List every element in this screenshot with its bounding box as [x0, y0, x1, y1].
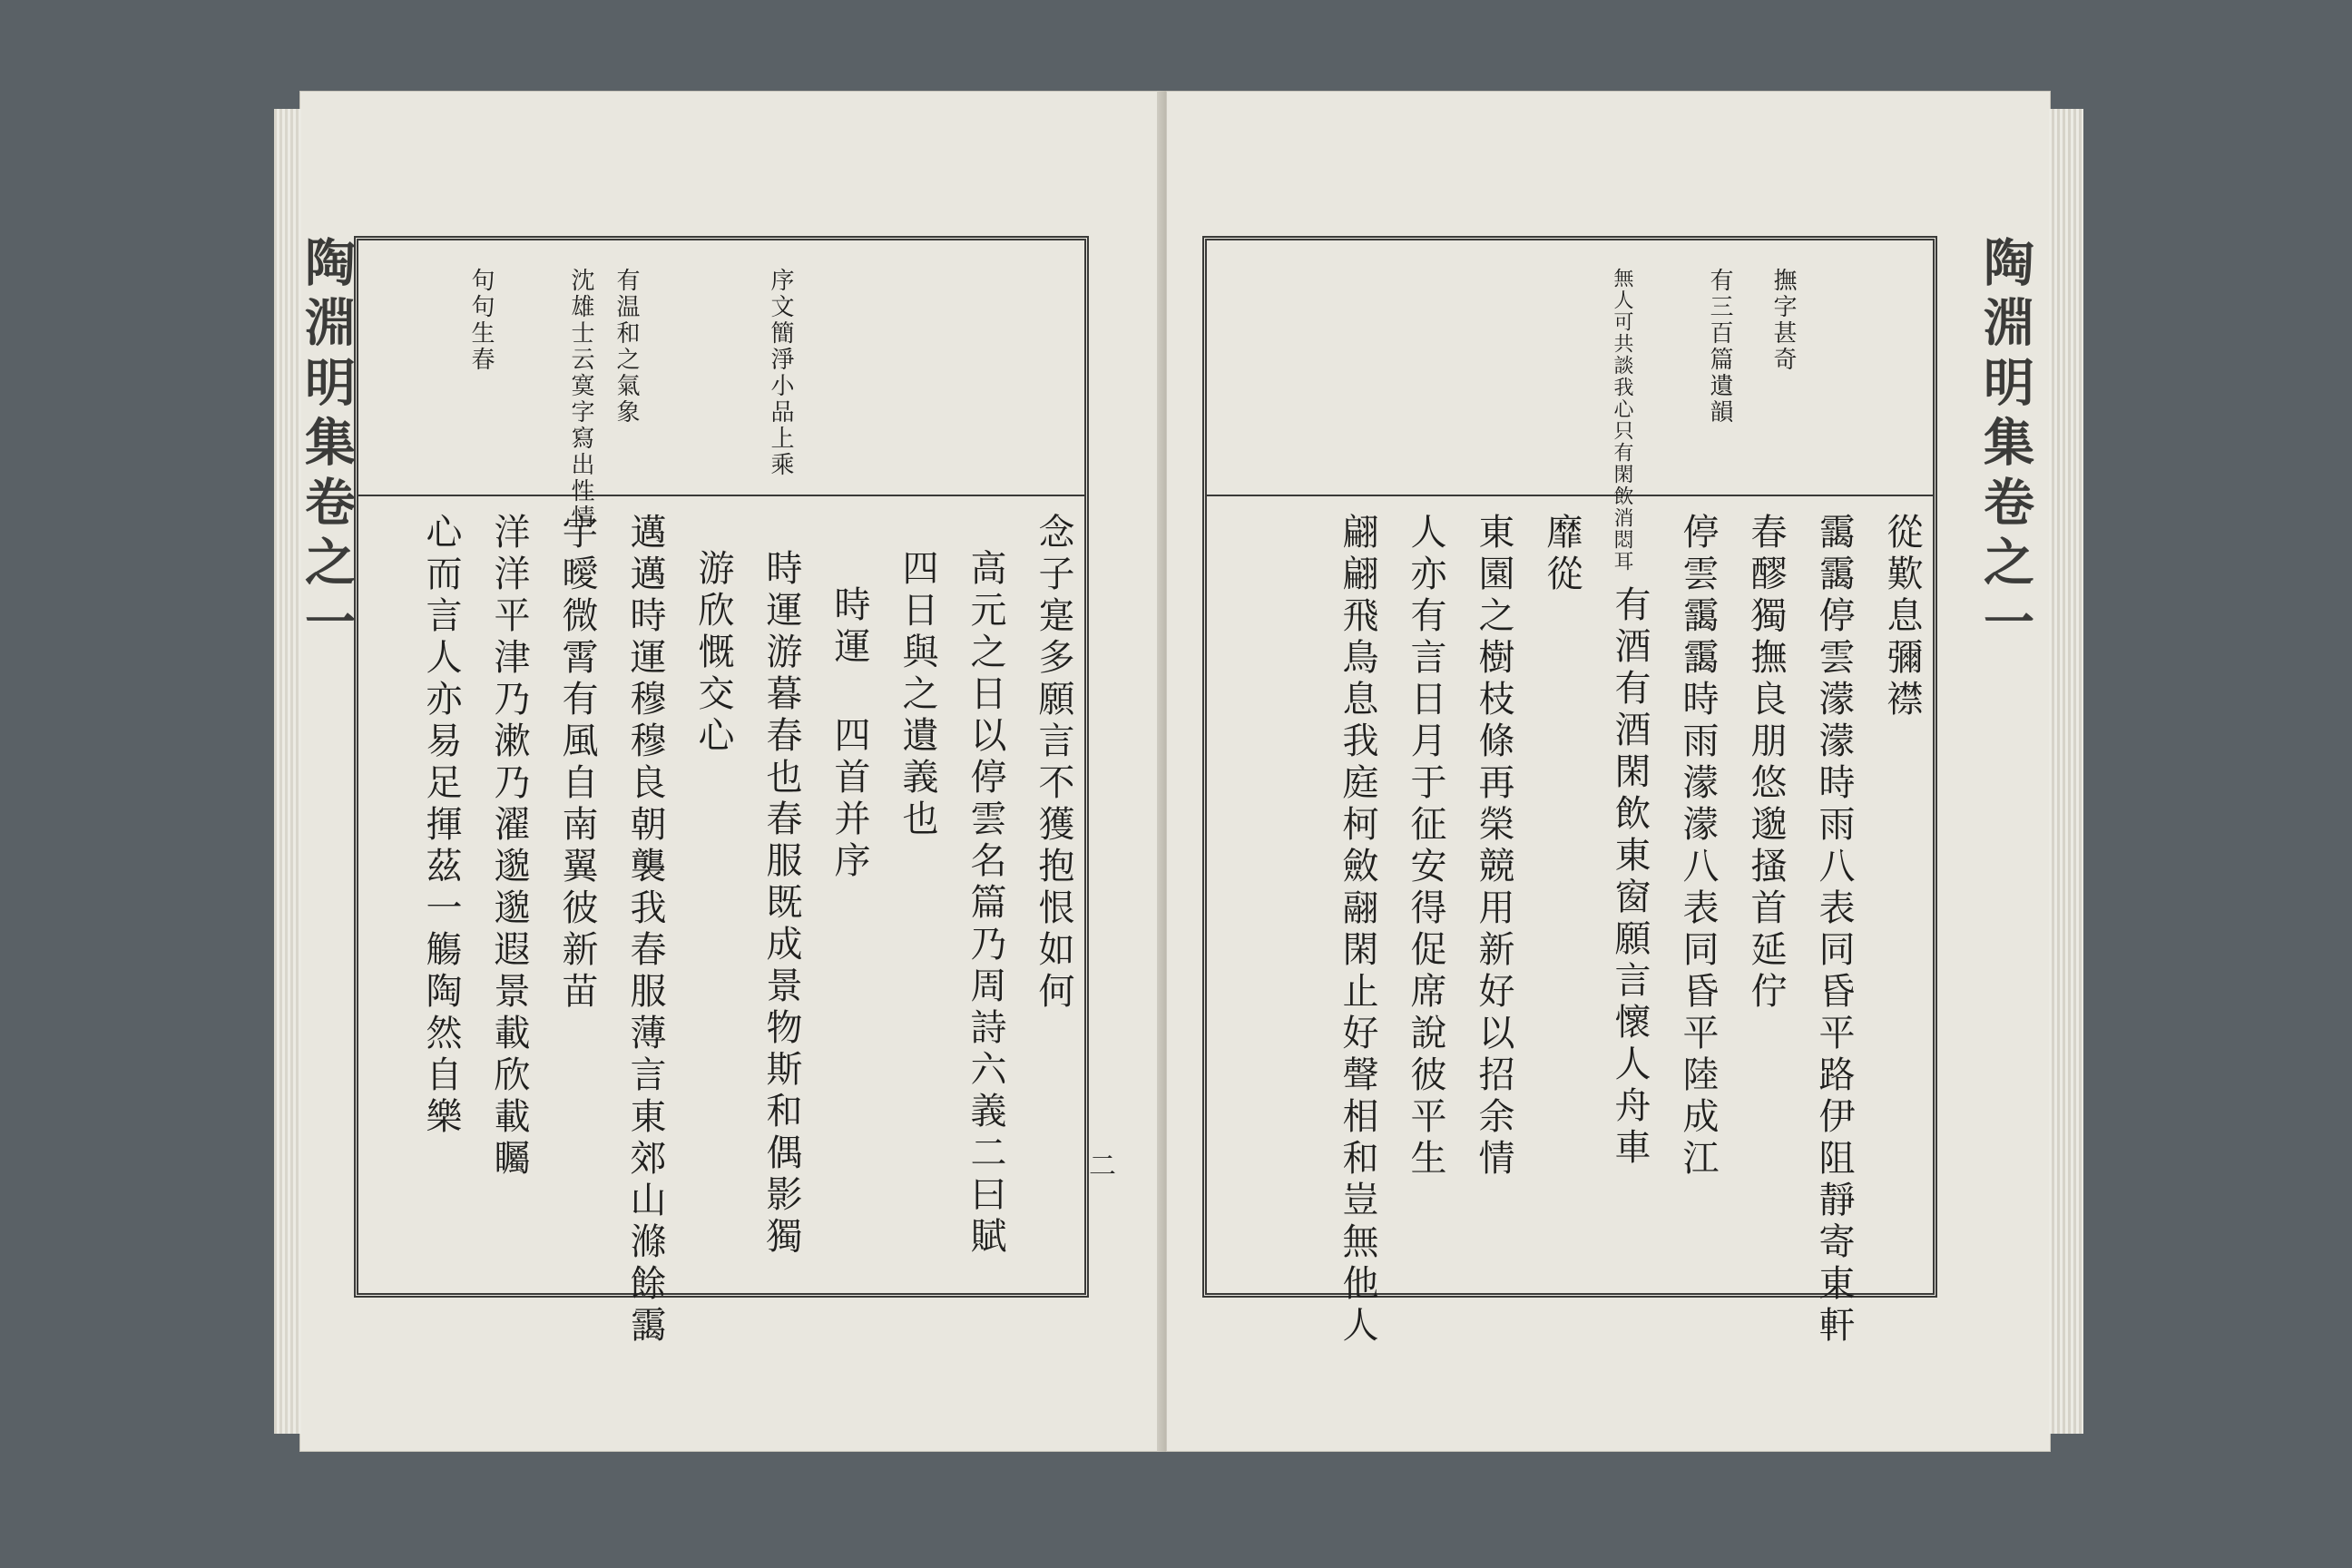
right-page: [1166, 91, 2051, 1452]
body-column: 時運游暮春也春服既成景物斯和偶影獨: [760, 549, 802, 1259]
body-column: 游欣慨交心: [692, 549, 734, 758]
right-spine-title: 陶淵明集卷之一: [1975, 236, 2035, 655]
body-column: 念子寔多願言不獲抱恨如何: [1033, 513, 1074, 1014]
body-column: 心而言人亦易足揮茲一觴陶然自樂: [420, 513, 462, 1139]
body-column: 洋洋平津乃漱乃濯邈邈遐景載欣載矚: [488, 513, 530, 1181]
right-text-frame: [1202, 236, 1937, 1348]
body-column: 停雲靄靄時雨濛濛八表同昏平陸成江: [1677, 513, 1719, 1181]
header-note: 有三百篇遺韻: [1706, 268, 1733, 426]
body-column: 時運 四首并序: [828, 585, 870, 883]
header-note: 沈雄士云寞字寫出性情: [567, 268, 594, 531]
header-note: 撫字甚奇: [1769, 268, 1797, 373]
body-column: 宇曖微霄有風自南翼彼新苗: [556, 513, 598, 1014]
body-column: 從歎息彌襟: [1881, 513, 1923, 721]
open-book: [299, 91, 2051, 1452]
left-header-divider: [358, 495, 1084, 496]
header-note: 序文簡淨小品上乘: [767, 268, 794, 478]
body-column: 有酒有酒閑飲東窗願言懷人舟車: [1609, 585, 1651, 1170]
body-column: 靄靄停雲濛濛時雨八表同昏平路伊阻靜寄東軒: [1813, 513, 1855, 1348]
body-column: 靡從: [1541, 513, 1583, 596]
body-column: 翩翩飛鳥息我庭柯斂翮閑止好聲相和豈無他人: [1337, 513, 1378, 1348]
page-number: 二: [1089, 1151, 1116, 1182]
body-column: 人亦有言日月于征安得促席說彼平生: [1405, 513, 1446, 1181]
header-note: 有温和之氣象: [612, 268, 640, 426]
left-spine-title: 陶淵明集卷之一: [297, 236, 357, 655]
body-column: 春醪獨撫良朋悠邈搔首延佇: [1745, 513, 1787, 1014]
body-column: 高元之日以停雲名篇乃周詩六義二曰賦: [965, 549, 1006, 1259]
header-note: 句句生春: [467, 268, 495, 373]
body-column: 邁邁時運穆穆良朝襲我春服薄言東郊山滌餘靄: [624, 513, 666, 1348]
left-page: [299, 91, 1166, 1452]
left-text-frame: [354, 236, 1089, 1348]
right-header-divider: [1207, 495, 1933, 496]
page-edges-right: [2049, 109, 2083, 1434]
body-column: 東園之樹枝條再榮競用新好以招余情: [1473, 513, 1514, 1181]
header-note: 無人可共談我心只有閑飲消悶耳: [1611, 268, 1633, 573]
body-column: 四日與之遺義也: [897, 549, 938, 841]
